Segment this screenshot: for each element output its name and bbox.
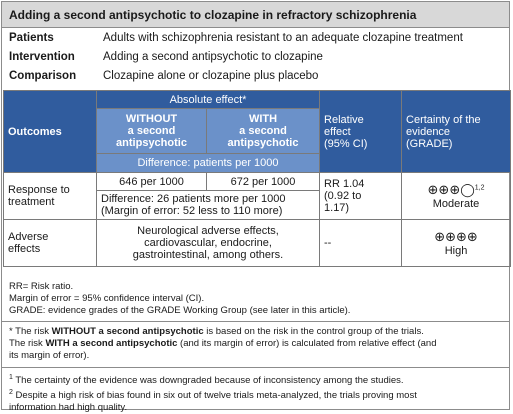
- header-relative-effect: Relative effect (95% CI): [320, 91, 402, 173]
- summary-of-findings-card: [1, 1, 510, 414]
- header-outcomes: Outcomes: [4, 91, 97, 173]
- abbrev-note: RR= Risk ratio.: [9, 281, 74, 292]
- pico-section: [2, 29, 509, 86]
- table-row: [4, 173, 511, 191]
- certainty-response: ⊕⊕⊕◯$^{1,2}$ Moderate: [402, 173, 511, 220]
- pico-row-intervention: [2, 48, 509, 67]
- grade-table: [3, 90, 511, 267]
- risk-note: * The risk WITHOUT a second antipsychotic is based on the risk in the control group of the trials. The risk WITH a second antipsychotic (and its margin of error) is calculated from relative effect (and its margin of error).: [9, 326, 437, 361]
- certainty-label: High: [444, 244, 468, 257]
- adverse-effects-description: Neurological adverse effects, cardiovascular, endocrine, gastrointestinal, among others.: [97, 220, 320, 267]
- certainty-symbols-icon: ⊕⊕⊕◯: [427, 182, 475, 198]
- header-certainty: Certainty of the evidence (GRADE): [402, 91, 511, 173]
- pico-label: Intervention: [9, 51, 75, 63]
- value-with: 672 per 1000: [207, 173, 320, 191]
- outcome-response: Response to treatment: [4, 173, 97, 220]
- difference-response: Difference: 26 patients more per 1000 (Margin of error: 52 less to 110 more): [97, 191, 320, 220]
- header-difference: Difference: patients per 1000: [97, 154, 320, 173]
- pico-label: Patients: [9, 32, 54, 44]
- relative-effect-adverse: --: [320, 220, 402, 267]
- abbrev-note: GRADE: evidence grades of the GRADE Working Group (see later in this article).: [9, 305, 351, 316]
- pico-value: Clozapine alone or clozapine plus placebo: [103, 70, 319, 82]
- abbrev-note: Margin of error = 95% confidence interval (CI).: [9, 293, 205, 304]
- relative-effect-response: RR 1.04 (0.92 to 1.17): [320, 173, 402, 220]
- outcome-adverse: Adverse effects: [4, 220, 97, 267]
- divider: [2, 367, 509, 368]
- value-without: 646 per 1000: [97, 173, 207, 191]
- header-without-antipsychotic: WITHOUT a second antipsychotic: [97, 109, 207, 154]
- certainty-symbols-icon: ⊕⊕⊕⊕: [434, 229, 478, 245]
- table-row: [4, 220, 511, 267]
- pico-value: Adults with schizophrenia resistant to an adequate clozapine treatment: [103, 32, 463, 44]
- certainty-adverse: [402, 220, 511, 267]
- divider: [2, 321, 509, 322]
- numbered-footnotes: $^1$ The certainty of the evidence was downgraded because of inconsistency among the studies. $^2$ Despite a high risk of bias found in six out of twelve trials meta-analyzed, the trials proving most information had high quality.: [9, 374, 417, 414]
- certainty-label: Moderate: [432, 197, 480, 210]
- pico-row-comparison: [2, 67, 509, 86]
- table-title: Adding a second antipsychotic to clozapine in refractory schizophrenia: [2, 2, 509, 28]
- header-absolute-effect: Absolute effect*: [97, 91, 320, 109]
- pico-label: Comparison: [9, 70, 77, 82]
- pico-row-patients: [2, 29, 509, 48]
- footnotes: [9, 281, 505, 317]
- header-with-antipsychotic: WITH a second antipsychotic: [207, 109, 320, 154]
- pico-value: Adding a second antipsychotic to clozapine: [103, 51, 323, 63]
